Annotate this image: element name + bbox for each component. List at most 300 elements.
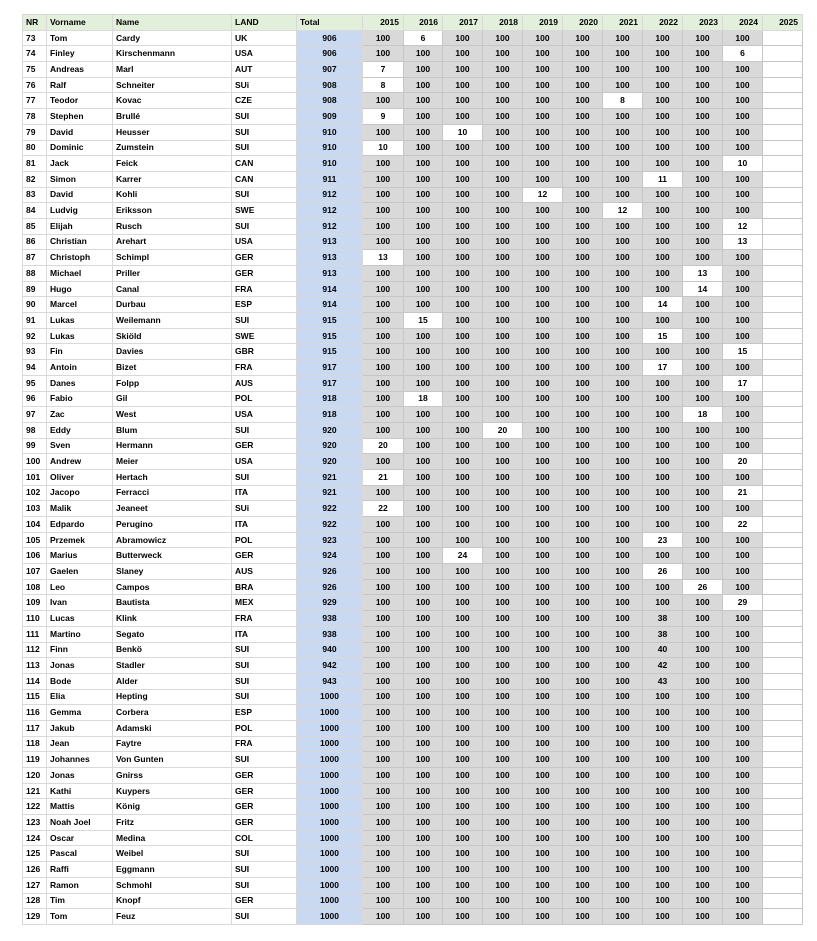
cell-year-2023[interactable]: 100 xyxy=(683,46,723,62)
cell-year-2022[interactable]: 100 xyxy=(643,752,683,768)
cell-year-2025[interactable] xyxy=(763,438,803,454)
cell-year-2017[interactable]: 100 xyxy=(443,297,483,313)
cell-year-2022[interactable]: 100 xyxy=(643,862,683,878)
cell-year-2025[interactable] xyxy=(763,736,803,752)
cell-nr[interactable]: 106 xyxy=(23,548,47,564)
cell-year-2019[interactable]: 100 xyxy=(523,501,563,517)
header-cell-2020[interactable]: 2020 xyxy=(563,15,603,31)
cell-year-2018[interactable]: 100 xyxy=(483,62,523,78)
cell-year-2017[interactable]: 100 xyxy=(443,281,483,297)
cell-year-2025[interactable] xyxy=(763,564,803,580)
cell-year-2020[interactable]: 100 xyxy=(563,532,603,548)
cell-vorname[interactable]: Pascal xyxy=(47,846,113,862)
cell-year-2015[interactable]: 100 xyxy=(363,877,404,893)
cell-year-2022[interactable]: 100 xyxy=(643,720,683,736)
cell-year-2019[interactable]: 100 xyxy=(523,595,563,611)
cell-total[interactable]: 920 xyxy=(297,438,363,454)
cell-year-2025[interactable] xyxy=(763,156,803,172)
cell-year-2024[interactable]: 100 xyxy=(723,564,763,580)
cell-land[interactable]: COL xyxy=(232,830,297,846)
cell-year-2024[interactable]: 100 xyxy=(723,893,763,909)
cell-year-2022[interactable]: 100 xyxy=(643,438,683,454)
cell-year-2021[interactable]: 100 xyxy=(603,30,643,46)
cell-year-2022[interactable]: 100 xyxy=(643,391,683,407)
cell-year-2021[interactable]: 100 xyxy=(603,517,643,533)
cell-year-2023[interactable]: 100 xyxy=(683,171,723,187)
cell-year-2020[interactable]: 100 xyxy=(563,250,603,266)
cell-year-2024[interactable]: 100 xyxy=(723,830,763,846)
cell-year-2022[interactable]: 100 xyxy=(643,815,683,831)
cell-year-2017[interactable]: 100 xyxy=(443,77,483,93)
cell-total[interactable]: 920 xyxy=(297,454,363,470)
cell-total[interactable]: 922 xyxy=(297,501,363,517)
cell-land[interactable]: GER xyxy=(232,783,297,799)
cell-year-2022[interactable]: 40 xyxy=(643,642,683,658)
cell-year-2023[interactable]: 100 xyxy=(683,187,723,203)
cell-nr[interactable]: 73 xyxy=(23,30,47,46)
cell-year-2024[interactable]: 100 xyxy=(723,422,763,438)
cell-year-2017[interactable]: 100 xyxy=(443,171,483,187)
cell-year-2023[interactable]: 100 xyxy=(683,564,723,580)
cell-year-2020[interactable]: 100 xyxy=(563,344,603,360)
cell-nr[interactable]: 116 xyxy=(23,705,47,721)
cell-total[interactable]: 1000 xyxy=(297,830,363,846)
cell-year-2021[interactable]: 100 xyxy=(603,313,643,329)
cell-year-2021[interactable]: 100 xyxy=(603,328,643,344)
cell-year-2023[interactable]: 100 xyxy=(683,454,723,470)
cell-year-2017[interactable]: 100 xyxy=(443,30,483,46)
cell-nr[interactable]: 92 xyxy=(23,328,47,344)
cell-year-2022[interactable]: 100 xyxy=(643,187,683,203)
cell-nr[interactable]: 107 xyxy=(23,564,47,580)
cell-total[interactable]: 917 xyxy=(297,375,363,391)
cell-vorname[interactable]: Hugo xyxy=(47,281,113,297)
cell-year-2015[interactable]: 100 xyxy=(363,611,404,627)
cell-name[interactable]: Perugino xyxy=(113,517,232,533)
cell-year-2019[interactable]: 100 xyxy=(523,485,563,501)
cell-year-2016[interactable]: 100 xyxy=(404,689,443,705)
cell-land[interactable]: SUI xyxy=(232,752,297,768)
cell-year-2019[interactable]: 12 xyxy=(523,187,563,203)
cell-year-2025[interactable] xyxy=(763,46,803,62)
cell-year-2022[interactable]: 100 xyxy=(643,846,683,862)
cell-year-2020[interactable]: 100 xyxy=(563,124,603,140)
cell-year-2015[interactable]: 100 xyxy=(363,187,404,203)
cell-year-2015[interactable]: 8 xyxy=(363,77,404,93)
cell-nr[interactable]: 127 xyxy=(23,877,47,893)
cell-year-2020[interactable]: 100 xyxy=(563,454,603,470)
cell-year-2023[interactable]: 13 xyxy=(683,266,723,282)
cell-total[interactable]: 1000 xyxy=(297,909,363,925)
cell-total[interactable]: 914 xyxy=(297,281,363,297)
cell-total[interactable]: 923 xyxy=(297,532,363,548)
cell-vorname[interactable]: Christoph xyxy=(47,250,113,266)
cell-year-2020[interactable]: 100 xyxy=(563,375,603,391)
cell-name[interactable]: Kirschenmann xyxy=(113,46,232,62)
cell-year-2017[interactable]: 100 xyxy=(443,485,483,501)
cell-year-2016[interactable]: 100 xyxy=(404,642,443,658)
cell-year-2019[interactable]: 100 xyxy=(523,171,563,187)
cell-year-2015[interactable]: 100 xyxy=(363,830,404,846)
cell-name[interactable]: Fritz xyxy=(113,815,232,831)
cell-year-2015[interactable]: 100 xyxy=(363,344,404,360)
cell-year-2015[interactable]: 13 xyxy=(363,250,404,266)
cell-year-2020[interactable]: 100 xyxy=(563,783,603,799)
cell-year-2016[interactable]: 100 xyxy=(404,250,443,266)
cell-land[interactable]: CZE xyxy=(232,93,297,109)
cell-name[interactable]: Rusch xyxy=(113,218,232,234)
cell-name[interactable]: Segato xyxy=(113,626,232,642)
cell-name[interactable]: Hertach xyxy=(113,469,232,485)
cell-year-2015[interactable]: 100 xyxy=(363,626,404,642)
cell-land[interactable]: SWE xyxy=(232,328,297,344)
cell-year-2018[interactable]: 100 xyxy=(483,893,523,909)
cell-nr[interactable]: 89 xyxy=(23,281,47,297)
cell-year-2025[interactable] xyxy=(763,407,803,423)
cell-total[interactable]: 912 xyxy=(297,203,363,219)
cell-land[interactable]: SUI xyxy=(232,313,297,329)
cell-year-2016[interactable]: 100 xyxy=(404,328,443,344)
cell-year-2024[interactable]: 100 xyxy=(723,250,763,266)
cell-year-2021[interactable]: 100 xyxy=(603,783,643,799)
cell-year-2022[interactable]: 100 xyxy=(643,375,683,391)
cell-name[interactable]: Slaney xyxy=(113,564,232,580)
cell-year-2025[interactable] xyxy=(763,375,803,391)
cell-year-2023[interactable]: 100 xyxy=(683,62,723,78)
cell-year-2021[interactable]: 100 xyxy=(603,626,643,642)
cell-year-2020[interactable]: 100 xyxy=(563,109,603,125)
cell-year-2021[interactable]: 100 xyxy=(603,109,643,125)
cell-year-2016[interactable]: 100 xyxy=(404,579,443,595)
cell-name[interactable]: Bizet xyxy=(113,360,232,376)
cell-total[interactable]: 1000 xyxy=(297,815,363,831)
cell-year-2018[interactable]: 100 xyxy=(483,203,523,219)
cell-name[interactable]: Canal xyxy=(113,281,232,297)
cell-year-2019[interactable]: 100 xyxy=(523,124,563,140)
header-cell-2017[interactable]: 2017 xyxy=(443,15,483,31)
cell-year-2016[interactable]: 100 xyxy=(404,673,443,689)
cell-year-2016[interactable]: 100 xyxy=(404,360,443,376)
cell-vorname[interactable]: Antoin xyxy=(47,360,113,376)
cell-year-2023[interactable]: 100 xyxy=(683,313,723,329)
cell-land[interactable]: AUT xyxy=(232,62,297,78)
cell-name[interactable]: Schimpl xyxy=(113,250,232,266)
cell-nr[interactable]: 117 xyxy=(23,720,47,736)
cell-year-2015[interactable]: 100 xyxy=(363,46,404,62)
cell-year-2016[interactable]: 100 xyxy=(404,532,443,548)
cell-year-2021[interactable]: 100 xyxy=(603,705,643,721)
cell-year-2023[interactable]: 100 xyxy=(683,893,723,909)
cell-name[interactable]: Campos xyxy=(113,579,232,595)
cell-year-2022[interactable]: 100 xyxy=(643,736,683,752)
cell-name[interactable]: Karrer xyxy=(113,171,232,187)
cell-year-2020[interactable]: 100 xyxy=(563,815,603,831)
cell-vorname[interactable]: Jakub xyxy=(47,720,113,736)
cell-nr[interactable]: 115 xyxy=(23,689,47,705)
cell-total[interactable]: 918 xyxy=(297,407,363,423)
cell-year-2020[interactable]: 100 xyxy=(563,187,603,203)
cell-vorname[interactable]: Lucas xyxy=(47,611,113,627)
cell-year-2015[interactable]: 100 xyxy=(363,517,404,533)
cell-year-2020[interactable]: 100 xyxy=(563,846,603,862)
cell-year-2025[interactable] xyxy=(763,250,803,266)
cell-total[interactable]: 922 xyxy=(297,517,363,533)
cell-vorname[interactable]: Edpardo xyxy=(47,517,113,533)
cell-year-2015[interactable]: 100 xyxy=(363,736,404,752)
cell-total[interactable]: 917 xyxy=(297,360,363,376)
cell-year-2020[interactable]: 100 xyxy=(563,595,603,611)
cell-vorname[interactable]: Marius xyxy=(47,548,113,564)
cell-year-2024[interactable]: 100 xyxy=(723,532,763,548)
cell-vorname[interactable]: Dominic xyxy=(47,140,113,156)
cell-land[interactable]: GER xyxy=(232,438,297,454)
cell-year-2017[interactable]: 100 xyxy=(443,407,483,423)
cell-total[interactable]: 1000 xyxy=(297,689,363,705)
cell-year-2025[interactable] xyxy=(763,469,803,485)
cell-year-2024[interactable]: 100 xyxy=(723,579,763,595)
cell-year-2015[interactable]: 100 xyxy=(363,768,404,784)
cell-year-2024[interactable]: 100 xyxy=(723,124,763,140)
cell-year-2025[interactable] xyxy=(763,752,803,768)
cell-year-2022[interactable]: 26 xyxy=(643,564,683,580)
cell-year-2024[interactable]: 29 xyxy=(723,595,763,611)
cell-year-2021[interactable]: 100 xyxy=(603,720,643,736)
cell-total[interactable]: 1000 xyxy=(297,720,363,736)
cell-name[interactable]: Cardy xyxy=(113,30,232,46)
cell-year-2019[interactable]: 100 xyxy=(523,736,563,752)
cell-year-2025[interactable] xyxy=(763,705,803,721)
cell-nr[interactable]: 128 xyxy=(23,893,47,909)
cell-year-2023[interactable]: 100 xyxy=(683,501,723,517)
cell-year-2023[interactable]: 100 xyxy=(683,360,723,376)
cell-year-2022[interactable]: 100 xyxy=(643,62,683,78)
cell-year-2022[interactable]: 14 xyxy=(643,297,683,313)
cell-year-2023[interactable]: 100 xyxy=(683,517,723,533)
cell-year-2015[interactable]: 22 xyxy=(363,501,404,517)
cell-vorname[interactable]: Malik xyxy=(47,501,113,517)
cell-year-2016[interactable]: 100 xyxy=(404,705,443,721)
cell-year-2015[interactable]: 100 xyxy=(363,705,404,721)
cell-year-2022[interactable]: 100 xyxy=(643,218,683,234)
cell-year-2024[interactable]: 100 xyxy=(723,391,763,407)
cell-total[interactable]: 1000 xyxy=(297,846,363,862)
cell-year-2017[interactable]: 100 xyxy=(443,328,483,344)
cell-year-2024[interactable]: 100 xyxy=(723,752,763,768)
cell-year-2023[interactable]: 100 xyxy=(683,720,723,736)
cell-year-2016[interactable]: 100 xyxy=(404,611,443,627)
cell-year-2017[interactable]: 100 xyxy=(443,736,483,752)
cell-year-2015[interactable]: 100 xyxy=(363,783,404,799)
cell-year-2024[interactable]: 100 xyxy=(723,281,763,297)
cell-year-2016[interactable]: 100 xyxy=(404,77,443,93)
cell-vorname[interactable]: Oliver xyxy=(47,469,113,485)
cell-land[interactable]: SUI xyxy=(232,422,297,438)
cell-year-2015[interactable]: 100 xyxy=(363,281,404,297)
cell-year-2016[interactable]: 100 xyxy=(404,877,443,893)
cell-name[interactable]: Blum xyxy=(113,422,232,438)
header-cell-2019[interactable]: 2019 xyxy=(523,15,563,31)
cell-land[interactable]: SUI xyxy=(232,218,297,234)
cell-year-2024[interactable]: 15 xyxy=(723,344,763,360)
cell-year-2021[interactable]: 100 xyxy=(603,846,643,862)
cell-year-2017[interactable]: 100 xyxy=(443,62,483,78)
cell-year-2016[interactable]: 100 xyxy=(404,469,443,485)
cell-year-2016[interactable]: 100 xyxy=(404,830,443,846)
cell-year-2024[interactable]: 100 xyxy=(723,877,763,893)
cell-year-2015[interactable]: 100 xyxy=(363,532,404,548)
cell-name[interactable]: Gil xyxy=(113,391,232,407)
cell-vorname[interactable]: Lukas xyxy=(47,328,113,344)
cell-nr[interactable]: 85 xyxy=(23,218,47,234)
cell-year-2022[interactable]: 100 xyxy=(643,281,683,297)
cell-land[interactable]: POL xyxy=(232,391,297,407)
cell-name[interactable]: Hermann xyxy=(113,438,232,454)
cell-year-2021[interactable]: 100 xyxy=(603,752,643,768)
cell-vorname[interactable]: Noah Joel xyxy=(47,815,113,831)
cell-year-2024[interactable]: 100 xyxy=(723,313,763,329)
cell-year-2022[interactable]: 100 xyxy=(643,203,683,219)
cell-year-2019[interactable]: 100 xyxy=(523,46,563,62)
cell-year-2022[interactable]: 100 xyxy=(643,124,683,140)
cell-year-2018[interactable]: 100 xyxy=(483,548,523,564)
cell-land[interactable]: USA xyxy=(232,46,297,62)
cell-vorname[interactable]: Martino xyxy=(47,626,113,642)
cell-year-2023[interactable]: 100 xyxy=(683,595,723,611)
cell-year-2022[interactable]: 100 xyxy=(643,234,683,250)
cell-year-2015[interactable]: 100 xyxy=(363,328,404,344)
cell-land[interactable]: CAN xyxy=(232,156,297,172)
cell-year-2025[interactable] xyxy=(763,642,803,658)
cell-year-2018[interactable]: 100 xyxy=(483,391,523,407)
cell-name[interactable]: Corbera xyxy=(113,705,232,721)
cell-year-2018[interactable]: 100 xyxy=(483,156,523,172)
cell-nr[interactable]: 90 xyxy=(23,297,47,313)
cell-year-2021[interactable]: 100 xyxy=(603,485,643,501)
cell-year-2025[interactable] xyxy=(763,517,803,533)
cell-year-2019[interactable]: 100 xyxy=(523,564,563,580)
cell-year-2024[interactable]: 21 xyxy=(723,485,763,501)
cell-total[interactable]: 906 xyxy=(297,30,363,46)
cell-nr[interactable]: 102 xyxy=(23,485,47,501)
cell-nr[interactable]: 87 xyxy=(23,250,47,266)
cell-nr[interactable]: 120 xyxy=(23,768,47,784)
cell-land[interactable]: SUI xyxy=(232,642,297,658)
cell-year-2023[interactable]: 100 xyxy=(683,705,723,721)
cell-nr[interactable]: 75 xyxy=(23,62,47,78)
cell-year-2022[interactable]: 43 xyxy=(643,673,683,689)
cell-year-2023[interactable]: 100 xyxy=(683,218,723,234)
cell-land[interactable]: ESP xyxy=(232,297,297,313)
cell-land[interactable]: SUI xyxy=(232,862,297,878)
cell-year-2020[interactable]: 100 xyxy=(563,297,603,313)
cell-year-2024[interactable]: 100 xyxy=(723,626,763,642)
cell-land[interactable]: ITA xyxy=(232,485,297,501)
cell-year-2025[interactable] xyxy=(763,140,803,156)
cell-year-2024[interactable]: 100 xyxy=(723,548,763,564)
cell-year-2018[interactable]: 100 xyxy=(483,830,523,846)
cell-year-2025[interactable] xyxy=(763,203,803,219)
cell-year-2017[interactable]: 100 xyxy=(443,673,483,689)
cell-year-2015[interactable]: 100 xyxy=(363,297,404,313)
cell-year-2025[interactable] xyxy=(763,281,803,297)
cell-land[interactable]: SWE xyxy=(232,203,297,219)
cell-year-2023[interactable]: 14 xyxy=(683,281,723,297)
cell-year-2020[interactable]: 100 xyxy=(563,626,603,642)
cell-year-2022[interactable]: 17 xyxy=(643,360,683,376)
cell-year-2018[interactable]: 100 xyxy=(483,626,523,642)
cell-year-2016[interactable]: 100 xyxy=(404,218,443,234)
cell-year-2018[interactable]: 100 xyxy=(483,564,523,580)
cell-year-2024[interactable]: 12 xyxy=(723,218,763,234)
cell-year-2023[interactable]: 100 xyxy=(683,626,723,642)
cell-year-2019[interactable]: 100 xyxy=(523,783,563,799)
cell-total[interactable]: 943 xyxy=(297,673,363,689)
cell-year-2020[interactable]: 100 xyxy=(563,281,603,297)
cell-land[interactable]: AUS xyxy=(232,375,297,391)
cell-year-2021[interactable]: 100 xyxy=(603,877,643,893)
header-cell-2025[interactable]: 2025 xyxy=(763,15,803,31)
cell-year-2018[interactable]: 100 xyxy=(483,909,523,925)
cell-land[interactable]: GER xyxy=(232,266,297,282)
cell-year-2021[interactable]: 100 xyxy=(603,391,643,407)
cell-year-2019[interactable]: 100 xyxy=(523,250,563,266)
cell-year-2025[interactable] xyxy=(763,626,803,642)
cell-year-2020[interactable]: 100 xyxy=(563,93,603,109)
cell-year-2016[interactable]: 100 xyxy=(404,626,443,642)
cell-year-2023[interactable]: 18 xyxy=(683,407,723,423)
cell-year-2018[interactable]: 100 xyxy=(483,642,523,658)
header-cell-2016[interactable]: 2016 xyxy=(404,15,443,31)
cell-land[interactable]: FRA xyxy=(232,736,297,752)
cell-year-2023[interactable]: 100 xyxy=(683,375,723,391)
cell-total[interactable]: 909 xyxy=(297,109,363,125)
cell-land[interactable]: GER xyxy=(232,250,297,266)
cell-vorname[interactable]: Jonas xyxy=(47,658,113,674)
cell-year-2019[interactable]: 100 xyxy=(523,862,563,878)
cell-total[interactable]: 910 xyxy=(297,156,363,172)
cell-year-2020[interactable]: 100 xyxy=(563,705,603,721)
cell-year-2018[interactable]: 100 xyxy=(483,109,523,125)
cell-year-2015[interactable]: 100 xyxy=(363,595,404,611)
cell-year-2017[interactable]: 100 xyxy=(443,815,483,831)
cell-name[interactable]: Bautista xyxy=(113,595,232,611)
cell-total[interactable]: 906 xyxy=(297,46,363,62)
cell-land[interactable]: SUI xyxy=(232,124,297,140)
cell-year-2018[interactable]: 100 xyxy=(483,485,523,501)
cell-year-2020[interactable]: 100 xyxy=(563,422,603,438)
cell-year-2016[interactable]: 100 xyxy=(404,501,443,517)
cell-nr[interactable]: 110 xyxy=(23,611,47,627)
cell-year-2025[interactable] xyxy=(763,77,803,93)
cell-nr[interactable]: 122 xyxy=(23,799,47,815)
cell-year-2024[interactable]: 100 xyxy=(723,171,763,187)
cell-total[interactable]: 910 xyxy=(297,140,363,156)
cell-year-2019[interactable]: 100 xyxy=(523,140,563,156)
cell-year-2020[interactable]: 100 xyxy=(563,313,603,329)
cell-year-2022[interactable]: 100 xyxy=(643,93,683,109)
cell-year-2015[interactable]: 100 xyxy=(363,752,404,768)
cell-year-2015[interactable]: 100 xyxy=(363,642,404,658)
cell-year-2020[interactable]: 100 xyxy=(563,218,603,234)
cell-year-2024[interactable]: 17 xyxy=(723,375,763,391)
header-cell-name[interactable]: Name xyxy=(113,15,232,31)
cell-year-2021[interactable]: 100 xyxy=(603,564,643,580)
cell-year-2021[interactable]: 100 xyxy=(603,799,643,815)
cell-year-2018[interactable]: 100 xyxy=(483,281,523,297)
cell-year-2021[interactable]: 100 xyxy=(603,375,643,391)
cell-land[interactable]: GER xyxy=(232,815,297,831)
cell-year-2024[interactable]: 100 xyxy=(723,689,763,705)
